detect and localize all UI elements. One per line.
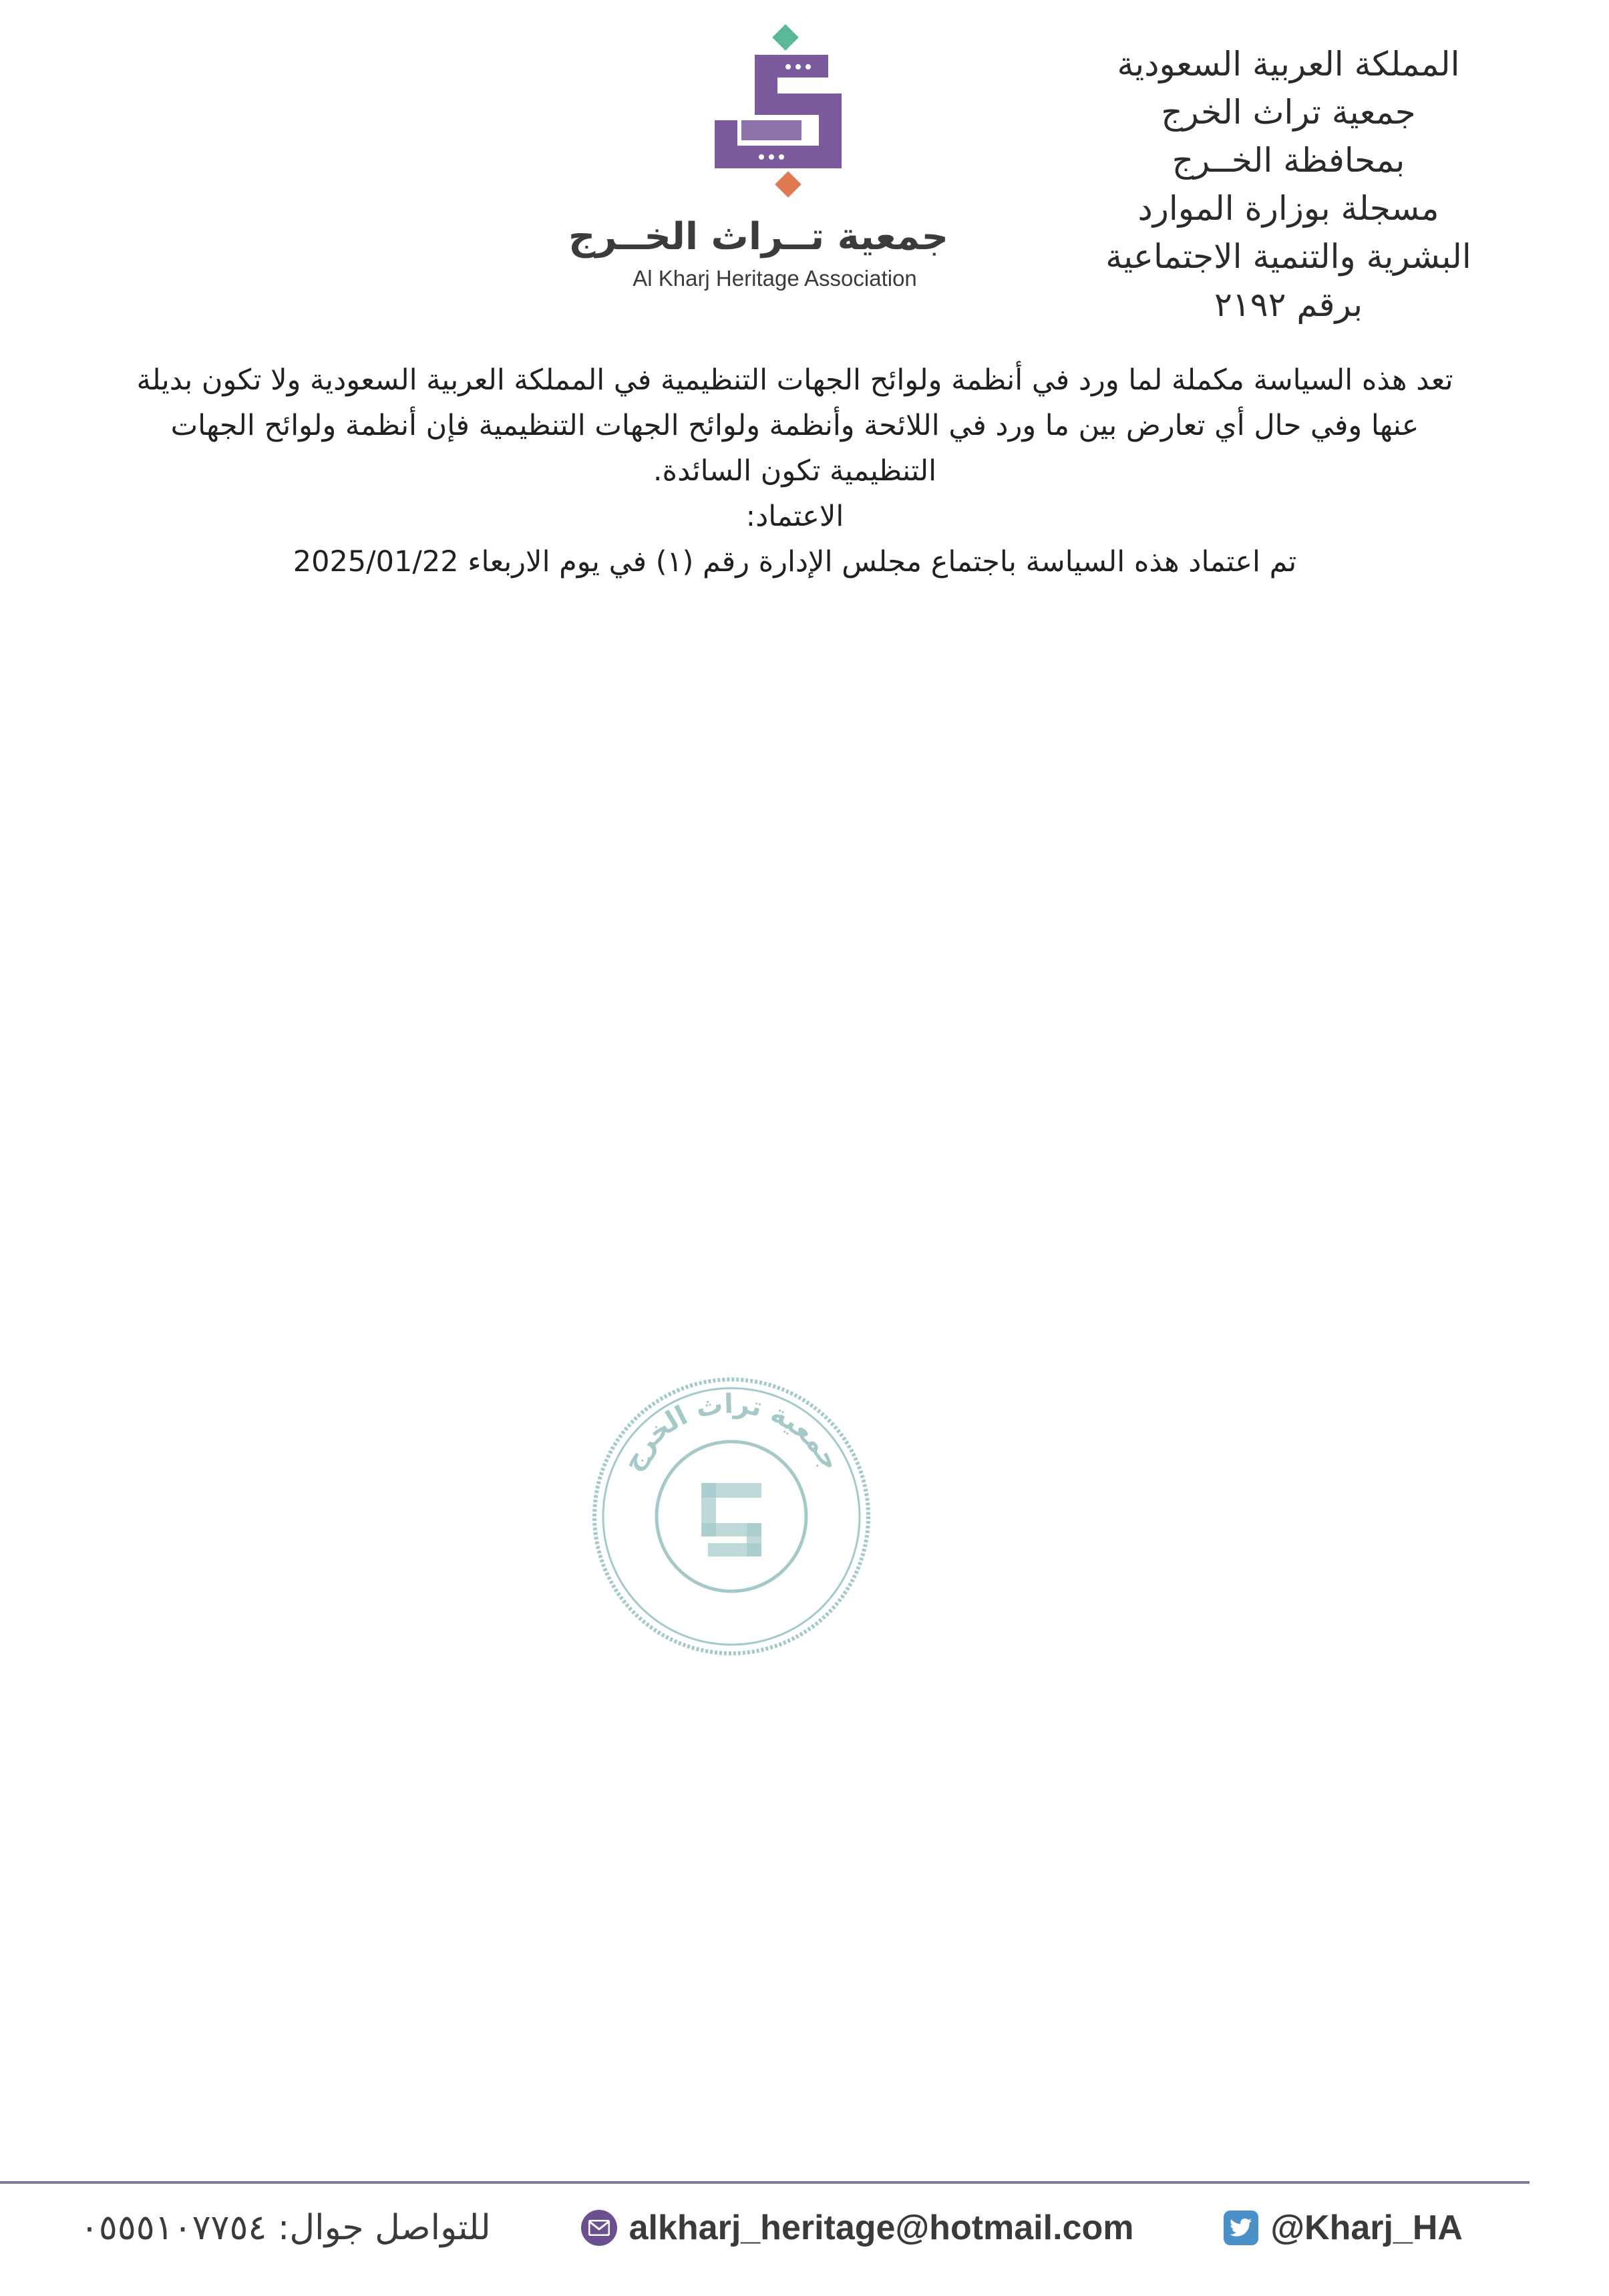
stamp-seal-icon (581, 1366, 882, 1667)
svg-text:جمعية تراث الخرج: جمعية تراث الخرج (616, 1388, 847, 1476)
org-info (1035, 40, 1542, 329)
footer-twitter-text[interactable]: @Kharj_HA (1270, 2208, 1463, 2247)
footer-divider (0, 2181, 1530, 2184)
org-line-ministry: البشرية والتنمية الاجتماعية (1105, 237, 1471, 276)
logo-name-en: Al Kharj Heritage Association (633, 266, 917, 291)
org-line-governorate: بمحافظة الخــرج (1172, 141, 1405, 180)
footer (80, 2198, 1463, 2258)
footer-twitter[interactable] (1224, 2208, 1463, 2248)
org-line-country: المملكة العربية السعودية (1117, 45, 1460, 84)
mail-icon (581, 2210, 617, 2246)
twitter-icon (1224, 2210, 1258, 2245)
body-text (114, 357, 1476, 585)
org-line-number: برقم ٢١٩٢ (1214, 285, 1363, 324)
footer-phone: للتواصل جوال: ٠٥٥٥١٠٧٧٥٤ (80, 2208, 491, 2248)
footer-email[interactable] (581, 2208, 1134, 2248)
logo-mark-icon (701, 20, 888, 207)
footer-email-text[interactable]: alkharj_heritage@hotmail.com (629, 2208, 1134, 2247)
policy-paragraph: تعد هذه السياسة مكملة لما ورد في أنظمة ولوائح الجهات التنظيمية في المملكة العربية السعودية ولا تكون بديلة عنها وفي حال أي تعارض بين ما ورد في اللائحة وأنظمة ولوائح الجهات التنظيمية فإن أنظمة ولوائح الجهات التنظيمية تكون السائدة. (136, 363, 1453, 488)
logo-name-ar: جمعية تــراث الخــرج (568, 215, 948, 259)
org-line-registered: مسجلة بوزارة الموارد (1137, 189, 1439, 228)
official-stamp (581, 1366, 882, 1667)
approval-title: الاعتماد: (745, 500, 844, 533)
approval-text: تم اعتماد هذه السياسة باجتماع مجلس الإدارة رقم (١) في يوم الاربعاء 2025/01/22 (293, 545, 1297, 579)
org-line-name: جمعية تراث الخرج (1161, 93, 1416, 132)
logo (568, 20, 1002, 291)
